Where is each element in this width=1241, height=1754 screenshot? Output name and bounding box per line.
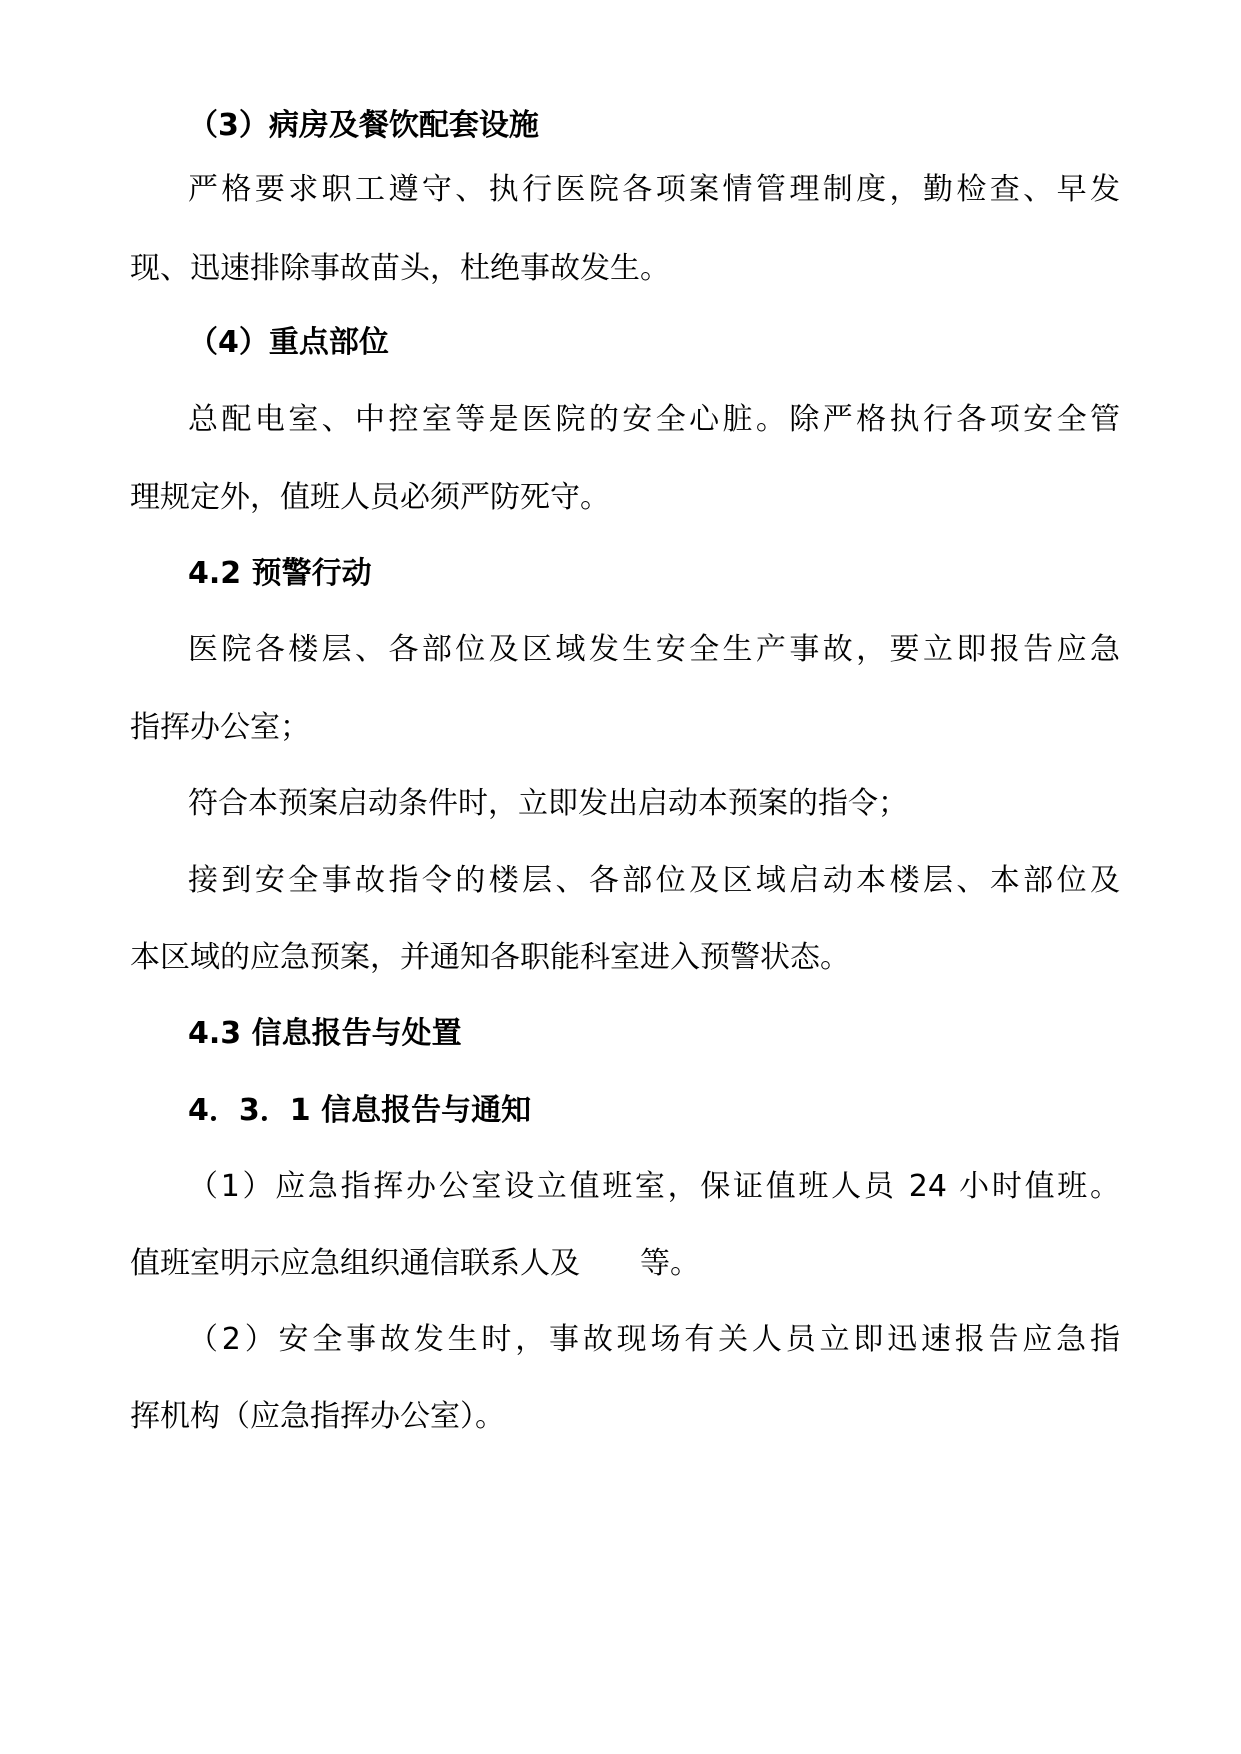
paragraph-line: （1）应急指挥办公室设立值班室，保证值班人员 24 小时值班。 <box>188 1169 1120 1204</box>
heading-ward-catering: （3）病房及餐饮配套设施 <box>188 108 539 143</box>
heading-key-areas: （4）重点部位 <box>188 325 389 360</box>
paragraph-line: 指挥办公室； <box>130 710 310 745</box>
paragraph-line: 严格要求职工遵守、执行医院各项案情管理制度，勤检查、早发 <box>188 172 1120 207</box>
paragraph-line: （2）安全事故发生时，事故现场有关人员立即迅速报告应急指 <box>188 1322 1120 1357</box>
heading-info-report: 4.3 信息报告与处置 <box>188 1016 462 1051</box>
paragraph-line: 现、迅速排除事故苗头，杜绝事故发生。 <box>130 251 670 286</box>
paragraph-line: 值班室明示应急组织通信联系人及 等。 <box>130 1246 700 1281</box>
paragraph-line: 符合本预案启动条件时，立即发出启动本预案的指令； <box>188 786 908 821</box>
paragraph-line: 理规定外，值班人员必须严防死守。 <box>130 480 610 515</box>
paragraph-line: 医院各楼层、各部位及区域发生安全生产事故，要立即报告应急 <box>188 632 1120 667</box>
paragraph-line: 本区域的应急预案，并通知各职能科室进入预警状态。 <box>130 940 850 975</box>
heading-info-notify: 4．3．1 信息报告与通知 <box>188 1093 532 1128</box>
paragraph-line: 接到安全事故指令的楼层、各部位及区域启动本楼层、本部位及 <box>188 863 1120 898</box>
paragraph-line: 挥机构（应急指挥办公室）。 <box>130 1399 505 1434</box>
paragraph-line: 总配电室、中控室等是医院的安全心脏。除严格执行各项安全管 <box>188 402 1120 437</box>
heading-early-warning: 4.2 预警行动 <box>188 556 372 591</box>
